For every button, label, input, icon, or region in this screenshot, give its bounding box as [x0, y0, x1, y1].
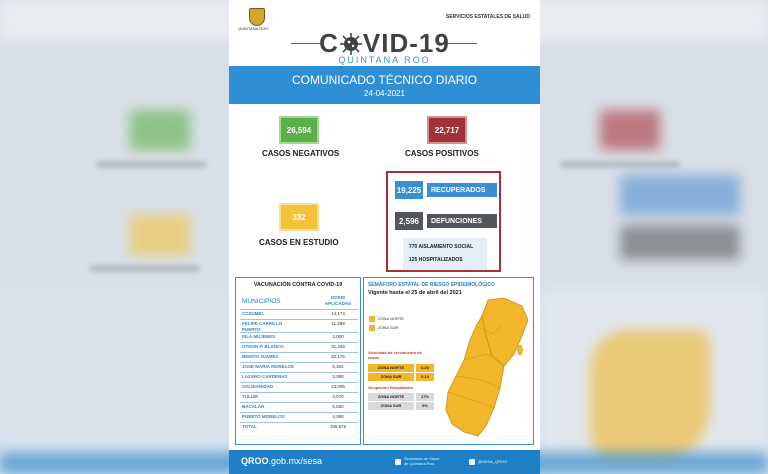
- table-row: [240, 352, 358, 362]
- table-row: [240, 402, 358, 412]
- hospitalizados-text: 125 HOSPITALIZADOS: [409, 257, 463, 263]
- defunciones-value: 2,596: [395, 212, 423, 230]
- estudio-value: 332: [279, 203, 319, 231]
- page-title: C VID-19: [319, 28, 450, 58]
- municipio-name: LAZARO CARDENAS: [242, 374, 288, 379]
- report-title: COMUNICADO TÉCNICO DIARIO: [291, 73, 478, 87]
- municipios-header: MUNICIPIOS: [242, 298, 281, 305]
- map-cozumel: [518, 345, 523, 355]
- twitter-icon[interactable]: [469, 459, 475, 465]
- municipio-name: OTHON P. BLANCO: [242, 344, 284, 349]
- positivos-label: CASOS POSITIVOS: [405, 149, 479, 158]
- table-row: [240, 362, 358, 372]
- dosis-value: 23,005: [331, 384, 345, 389]
- footer: [229, 450, 540, 474]
- velocidad-zona: ZONA NORTE: [368, 364, 414, 372]
- report-banner: [229, 66, 540, 104]
- facebook-icon[interactable]: [395, 459, 401, 465]
- municipio-name: COZUMEL: [242, 311, 265, 316]
- table-row: [240, 309, 358, 319]
- vaccination-panel: [235, 277, 361, 445]
- website-link[interactable]: QROO.gob.mx/sesa: [241, 456, 323, 466]
- velocidad-value: 0.14: [416, 373, 434, 381]
- negativos-value: 26,594: [279, 116, 319, 144]
- legend-norte: ZONA NORTE: [378, 316, 404, 321]
- vaccination-title: VACUNACIÓN CONTRA COVID-19: [253, 282, 343, 288]
- ocupacion-zona: ZONA SUR: [368, 402, 414, 410]
- ocupacion-title: Ocupación Hospitalaria: [368, 385, 413, 390]
- municipio-name: BACALAR: [242, 404, 265, 409]
- table-row: [240, 422, 358, 432]
- semaforo-title: SEMÁFORO ESTATAL DE RIESGO EPIDEMIOLÓGICO: [368, 282, 495, 288]
- table-row: [240, 319, 358, 332]
- table-row: [240, 342, 358, 352]
- dosis-value: 11,289: [331, 321, 345, 326]
- twitter-label: @SESA_QROO: [478, 459, 508, 464]
- table-row: [240, 392, 358, 402]
- negativos-label: CASOS NEGATIVOS: [262, 149, 340, 158]
- velocidad-zona: ZONA SUR: [368, 373, 414, 381]
- active-cases-box: [403, 238, 487, 270]
- dosis-value: 4,380: [332, 414, 344, 419]
- dosis-value: 155,676: [329, 424, 347, 429]
- legend-swatch-norte: [369, 316, 375, 322]
- defunciones-label: DEFUNCIONES: [427, 214, 497, 228]
- semaforo-panel: [363, 277, 534, 445]
- ocupacion-row-norte: [368, 393, 434, 401]
- shield-icon: [249, 8, 265, 26]
- municipio-name: FELIPE CARRILLO PUERTO: [242, 321, 283, 332]
- positivos-value: 22,717: [427, 116, 467, 144]
- semaforo-vigencia: Vigente hasta el 25 de abril del 2021: [368, 290, 462, 296]
- aislamiento-text: 770 AISLAMIENTO SOCIAL: [409, 244, 474, 250]
- facebook-label: Secretaría de Salud de Quintana Roo: [404, 456, 440, 466]
- dosis-value: 31,348: [331, 344, 345, 349]
- municipio-name: TOTAL: [242, 424, 257, 429]
- municipio-name: JOSE MARIA MORELOS: [242, 364, 294, 369]
- velocidad-row-sur: [368, 373, 434, 381]
- dosis-value: 3,380: [332, 374, 344, 379]
- dosis-value: 5,650: [332, 404, 344, 409]
- virus-icon: [340, 33, 362, 55]
- velocidad-title: Velocidad de crecimiento de casos: [368, 350, 422, 360]
- table-row: [240, 372, 358, 382]
- bulletin-card: [229, 0, 540, 474]
- report-date: 24-04-2021: [364, 89, 405, 98]
- ocupacion-zona: ZONA NORTE: [368, 393, 414, 401]
- municipio-name: SOLIDARIDAD: [242, 384, 274, 389]
- legend-swatch-sur: [369, 325, 375, 331]
- estudio-label: CASOS EN ESTUDIO: [259, 238, 339, 247]
- municipio-name: ISLA MUJERES: [242, 334, 276, 339]
- header: [229, 0, 540, 66]
- table-row: [240, 332, 358, 342]
- table-row: [240, 382, 358, 392]
- recuperados-label: RECUPERADOS: [427, 183, 497, 197]
- agency-name: SERVICIOS ESTATALES DE SALUD: [445, 14, 530, 20]
- legend-sur: ZONA SUR: [378, 325, 399, 330]
- dosis-value: 3,070: [332, 394, 344, 399]
- recuperados-value: 19,225: [395, 181, 423, 199]
- municipio-name: PUERTO MORELOS: [242, 414, 285, 419]
- dosis-value: 5,304: [332, 364, 344, 369]
- municipio-name: BENITO JUAREZ: [242, 354, 279, 359]
- municipio-name: TULUM: [242, 394, 258, 399]
- velocidad-row-norte: [368, 364, 434, 372]
- quintana-roo-map: [442, 296, 530, 442]
- dosis-value: 14,174: [331, 311, 345, 316]
- page-subtitle: QUINTANA ROO: [338, 55, 431, 65]
- ocupacion-row-sur: [368, 402, 434, 410]
- dosis-value: 52,176: [331, 354, 345, 359]
- table-row: [240, 412, 358, 422]
- ocupacion-value: 17%: [416, 393, 434, 401]
- logo-text: QUINTANA ROO: [238, 26, 269, 31]
- dosis-value: 2,000: [332, 334, 344, 339]
- ocupacion-value: 9%: [416, 402, 434, 410]
- dosis-header: DOSIS APLICADAS: [324, 295, 352, 306]
- velocidad-value: 0.23: [416, 364, 434, 372]
